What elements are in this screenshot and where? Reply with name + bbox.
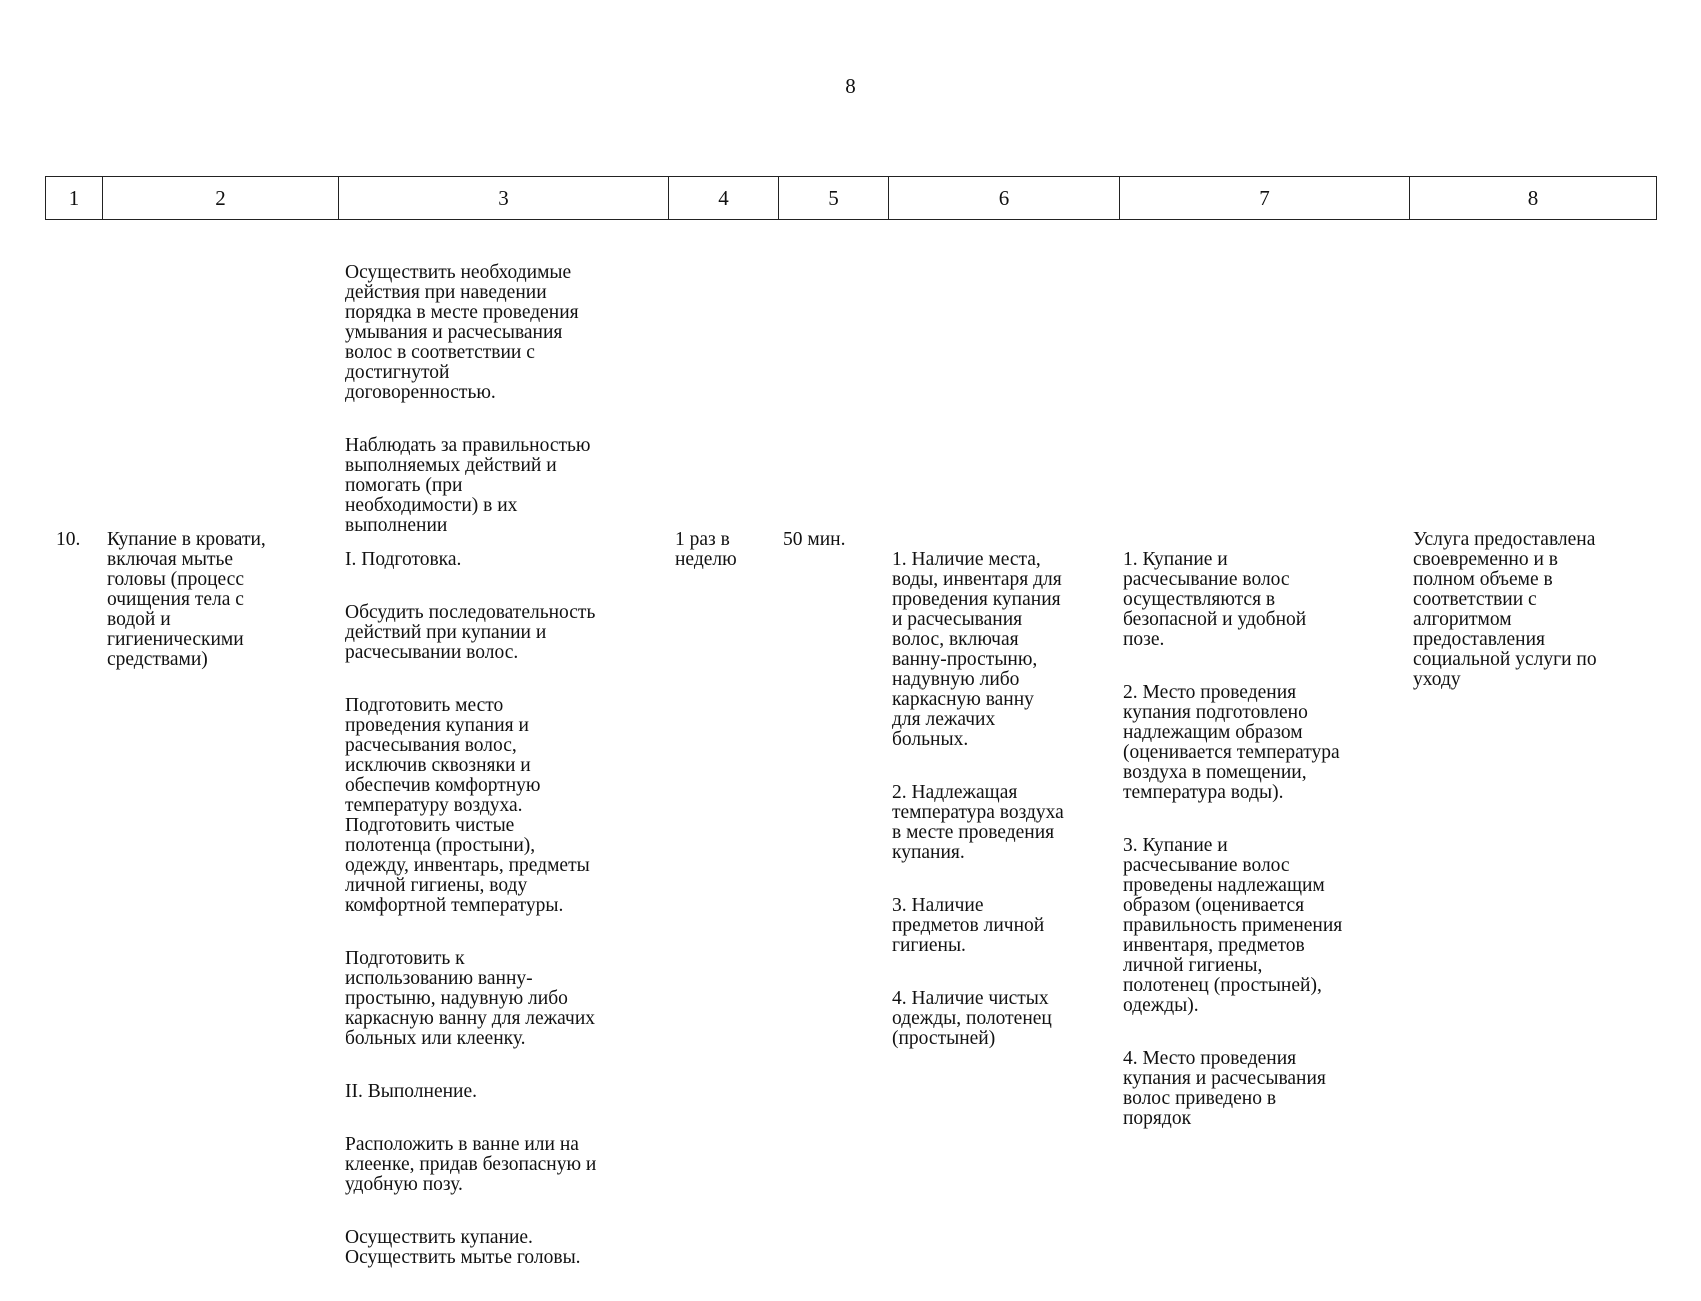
header-col-7: 7 — [1120, 177, 1410, 220]
procedure-steps — [345, 530, 667, 1301]
procedure-heading-preparation: I. Подготовка. — [345, 549, 462, 570]
header-col-3: 3 — [339, 177, 669, 220]
quality-indicators — [1123, 530, 1408, 1162]
quality-item: 4. Место проведения купания и расчесывания волос приведено в порядок — [1123, 1048, 1326, 1129]
continuation-paragraph: Наблюдать за правильностью выполняемых действий и помогать (при необходимости) в их выполнении — [345, 435, 591, 536]
condition-item: 4. Наличие чистых одежды, полотенец (простыней) — [892, 988, 1052, 1049]
procedure-paragraph: Подготовить место проведения купания и расчесывания волос, исключив сквозняки и обеспечив комфортную температуру воздуха. Подготовить чистые полотенца (простыни), одежду, инвентарь, предметы личной гигиены, воду комфортной температуры. — [345, 695, 590, 916]
continuation-paragraph: Осуществить необходимые действия при наведении порядка в месте проведения умывания и расчесывания волос в соответствии с достигнутой договоренностью. — [345, 262, 579, 403]
row-number: 10. — [56, 529, 81, 550]
page-number: 8 — [845, 74, 856, 98]
service-name: Купание в кровати, включая мытье головы (процесс очищения тела с водой и гигиеническими средствами) — [107, 529, 266, 670]
header-col-6: 6 — [889, 177, 1120, 220]
header-col-8: 8 — [1410, 177, 1657, 220]
procedure-paragraph: Расположить в ванне или на клеенке, придав безопасную и удобную позу. — [345, 1134, 597, 1195]
condition-item: 2. Надлежащая температура воздуха в месте проведения купания. — [892, 782, 1064, 863]
condition-item: 1. Наличие места, воды, инвентаря для проведения купания и расчесывания волос, включая ванну-простыню, надувную либо каркасную ванну для лежачих больных. — [892, 549, 1062, 750]
conditions-list — [892, 530, 1117, 1082]
header-col-4: 4 — [669, 177, 779, 220]
column-number-header — [45, 176, 1657, 220]
quality-item: 1. Купание и расчесывание волос осуществляются в безопасной и удобной позе. — [1123, 549, 1307, 650]
frequency: 1 раз в неделю — [675, 529, 737, 570]
service-result: Услуга предоставлена своевременно и в полном объеме в соответствии с алгоритмом предоставления социальной услуги по уходу — [1413, 529, 1597, 690]
duration: 50 мин. — [783, 529, 846, 550]
header-col-5: 5 — [779, 177, 889, 220]
header-col-2: 2 — [103, 177, 339, 220]
procedure-heading-execution: II. Выполнение. — [345, 1081, 477, 1102]
quality-item: 2. Место проведения купания подготовлено надлежащим образом (оценивается температура воздуха в помещении, температура воды). — [1123, 682, 1340, 803]
procedure-paragraph: Подготовить к использованию ванну- простыню, надувную либо каркасную ванну для лежачих больных или клеенку. — [345, 948, 596, 1049]
condition-item: 3. Наличие предметов личной гигиены. — [892, 895, 1045, 956]
continuation-procedure — [345, 243, 665, 569]
procedure-paragraph: Осуществить купание. Осуществить мытье головы. — [345, 1227, 581, 1268]
procedure-paragraph: Обсудить последовательность действий при купании и расчесывании волос. — [345, 602, 596, 663]
header-col-1: 1 — [46, 177, 103, 220]
quality-item: 3. Купание и расчесывание волос проведены надлежащим образом (оценивается правильность применения инвентаря, предметов личной гигиены, полотенец (простыней), одежды). — [1123, 835, 1343, 1016]
